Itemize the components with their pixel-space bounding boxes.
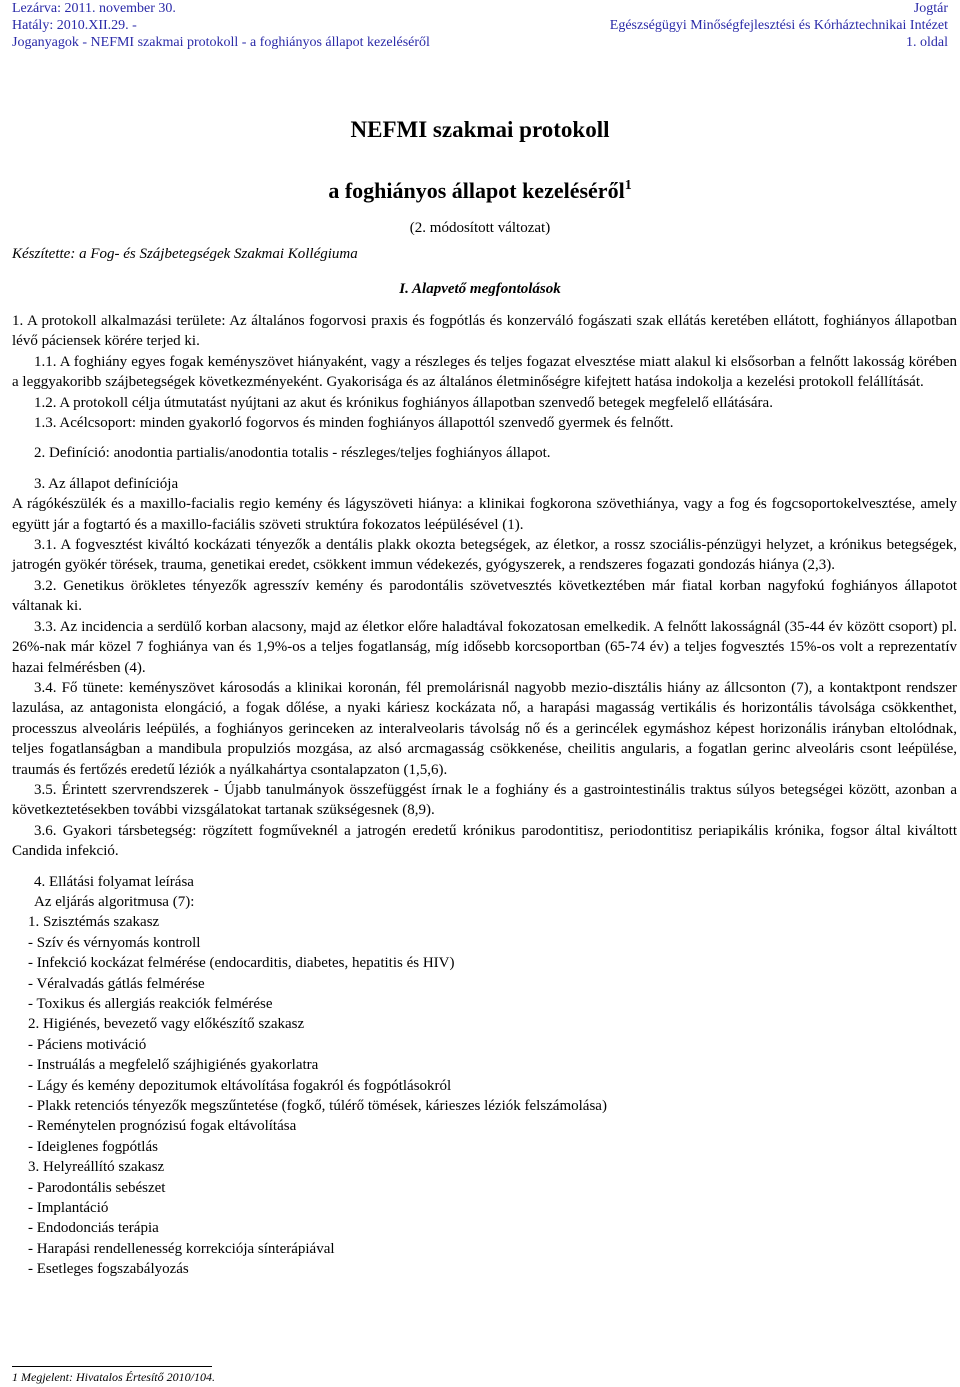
paragraph-heading: 3. Az állapot definíciója <box>34 475 179 492</box>
header-effective-date: Hatály: 2010.XII.29. - <box>12 18 137 33</box>
algorithm-list <box>12 912 957 1279</box>
list-item: - Infekció kockázat felmérése (endocarditis, diabetes, hepatitis és HIV) <box>28 955 455 972</box>
paragraph: 2. Definíció: anodontia partialis/anodontia totalis - részleges/teljes foghiányos állapot. <box>34 445 551 462</box>
page-header <box>0 0 960 60</box>
list-item: - Szív és vérnyomás kontroll <box>28 934 201 951</box>
document-title: NEFMI szakmai protokoll <box>350 117 610 142</box>
paragraph: 3.3. Az incidencia a serdülő korban alacsony, majd az életkor előre haladtával fokozatosan emelkedik. A felnőtt lakosságnál (35-44 év között csoport) pl. 26%-nak már közel 7 foghiánya van és 1,9%-os a teljes fogatlanság, míg idősebb korcsoportban (65-74 év) a teljes fogvesztés 15%-os volt a reprezentatív hazai felmérésben (4). <box>12 618 957 676</box>
document-subtitle <box>0 178 960 204</box>
document-version: (2. módosított változat) <box>409 220 551 236</box>
header-publisher: Jogtár <box>913 1 948 16</box>
list-item: - Esetleges fogszabályozás <box>28 1261 189 1278</box>
paragraph: 1.2. A protokoll célja útmutatást nyújtani az akut és krónikus foghiányos állapotban szenvedő betegek megfelelő ellátására. <box>34 394 773 411</box>
list-item: - Reménytelen prognózisú fogak eltávolítása <box>28 1118 297 1135</box>
paragraph: 1.3. Acélcsoport: minden gyakorló fogorvos és minden foghiányos állapottól szenvedő gyermek és felnőtt. <box>34 415 674 432</box>
footnote: 1 Megjelent: Hivatalos Értesítő 2010/104. <box>12 1370 215 1384</box>
list-item: - Ideiglenes fogpótlás <box>28 1138 158 1155</box>
paragraph: 1. A protokoll alkalmazási területe: Az általános fogorvosi praxis és fogpótlás és konzerváló fogászati szak ellátás keretében ellátott, foghiányos állapotban lévő páciensek körére terjed ki. <box>12 313 957 350</box>
paragraph: Az eljárás algoritmusa (7): <box>34 893 195 910</box>
paragraph: 3.4. Fő tünete: keményszövet károsodás a klinikai koronán, fél premolárisnál nagyobb mezio-disztális hiány az állcsonton (7), a kontaktpont rendszer lazulása, az antagonista elongáció, a fogak dőlése, a nyaki káriesz kockázata nő, a harapási magasság vertikális és horizontális távolsága csökkenthet, processzus alveoláris leépülés, a foghiányos gerinceken az interalveolaris távolság nő és a gerincélek egymáshoz képest horizonális irányban eltolódnak, teljes fogatlanságban a mandibula propulziós mozgása, az alsó arcmagasság csökkenése, cheilitis angularis, a fogatlan gerinc alveoláris csont leépülése, traumás és fertőzés eredetű léziók a nyálkahártya csontalapzaton (1,5,6). <box>12 679 957 778</box>
list-item: - Implantáció <box>28 1200 109 1217</box>
list-item: - Véralvadás gátlás felmérése <box>28 975 205 992</box>
header-page-number: 1. oldal <box>906 35 948 50</box>
list-item: - Lágy és kemény depozitumok eltávolítása fogakról és fogpótlásokról <box>28 1077 452 1094</box>
paragraph: A rágókészülék és a maxillo-facialis regio kemény és lágyszöveti hiánya: a klinikai fogkorona szövethiánya, vagy a fog és fogcsoportokelvesztése, amely együtt jár a fogtartó és a maxillo-faciális szöveti struktúra fokozatos leépülésével (1). <box>12 496 957 533</box>
list-item: - Páciens motiváció <box>28 1036 147 1053</box>
paragraph: 3.5. Érintett szervrendszerek - Újabb tanulmányok összefüggést írnak le a foghiány és a gastrointestinális traktus súlyos betegségei között, azonban a következtetésekben további vizsgálatokat tartanak szükségesnek (8,9). <box>12 781 957 819</box>
footnote-divider <box>12 1366 212 1367</box>
document-author: Készítette: a Fog- és Szájbetegségek Szakmai Kollégiuma <box>12 246 358 262</box>
header-institute: Egészségügyi Minőségfejlesztési és Kórháztechnikai Intézet <box>609 18 948 33</box>
subtitle-text: a foghiányos állapot kezeléséről <box>328 178 625 203</box>
list-item: 3. Helyreállító szakasz <box>28 1159 165 1176</box>
list-item: - Instruálás a megfelelő szájhigiénés gyakorlatra <box>28 1057 319 1074</box>
list-item: 2. Higiénés, bevezető vagy előkészítő szakasz <box>28 1016 305 1033</box>
document-body <box>12 311 957 1280</box>
paragraph: 3.2. Genetikus örökletes tényezők agresszív kemény és parodontális szövetvesztés következtében már fiatal korban nagyfokú foghiányos állapotot váltanak ki. <box>12 577 957 615</box>
paragraph-heading: 4. Ellátási folyamat leírása <box>34 873 194 890</box>
list-item: - Plakk retenciós tényezők megszűntetése (fogkő, túlérő tömések, kárieszes léziók felszámolása) <box>28 1098 607 1115</box>
paragraph: 3.1. A fogvesztést kiváltó kockázati tényezők a dentális plakk okozta betegségek, az életkor, a rossz szociális-pénzügyi helyzet, a krónikus betegségek, jatrogén gyökér törések, trauma, genetikai eredet, csökkent immun védekezés, gyógyszerek, a rendszeres fogazati gondozás hiánya (2,3). <box>12 537 957 574</box>
list-item: - Parodontális sebészet <box>28 1179 166 1196</box>
list-item: 1. Szisztémás szakasz <box>28 914 160 931</box>
section-heading: I. Alapvető megfontolások <box>399 281 561 297</box>
list-item: - Toxikus és allergiás reakciók felmérése <box>28 996 273 1012</box>
paragraph: 3.6. Gyakori társbetegség: rögzített fogműveknél a jatrogén eredetű krónikus parodontitisz, periodontitisz periapikális krónika, fogsor által kiváltott Candida infekció. <box>12 822 957 860</box>
header-document-path: Joganyagok - NEFMI szakmai protokoll - a foghiányos állapot kezeléséről <box>12 35 430 50</box>
list-item: - Endodonciás terápia <box>28 1220 159 1237</box>
header-closed-date: Lezárva: 2011. november 30. <box>12 1 176 16</box>
paragraph: 1.1. A foghiány egyes fogak keményszövet hiányaként, vagy a részleges és teljes fogazat elvesztése miatt alakul ki elsősorban a felnőtt lakosság körében a leggyakoribb szájbetegségek következményeként. Gyakorisága és az általános életminőségre kifejtett hatása indokolja a kezelési protokoll felállítását. <box>12 353 957 391</box>
list-item: - Harapási rendellenesség korrekciója sínterápiával <box>28 1240 335 1257</box>
footnote-marker: 1 <box>624 178 632 193</box>
